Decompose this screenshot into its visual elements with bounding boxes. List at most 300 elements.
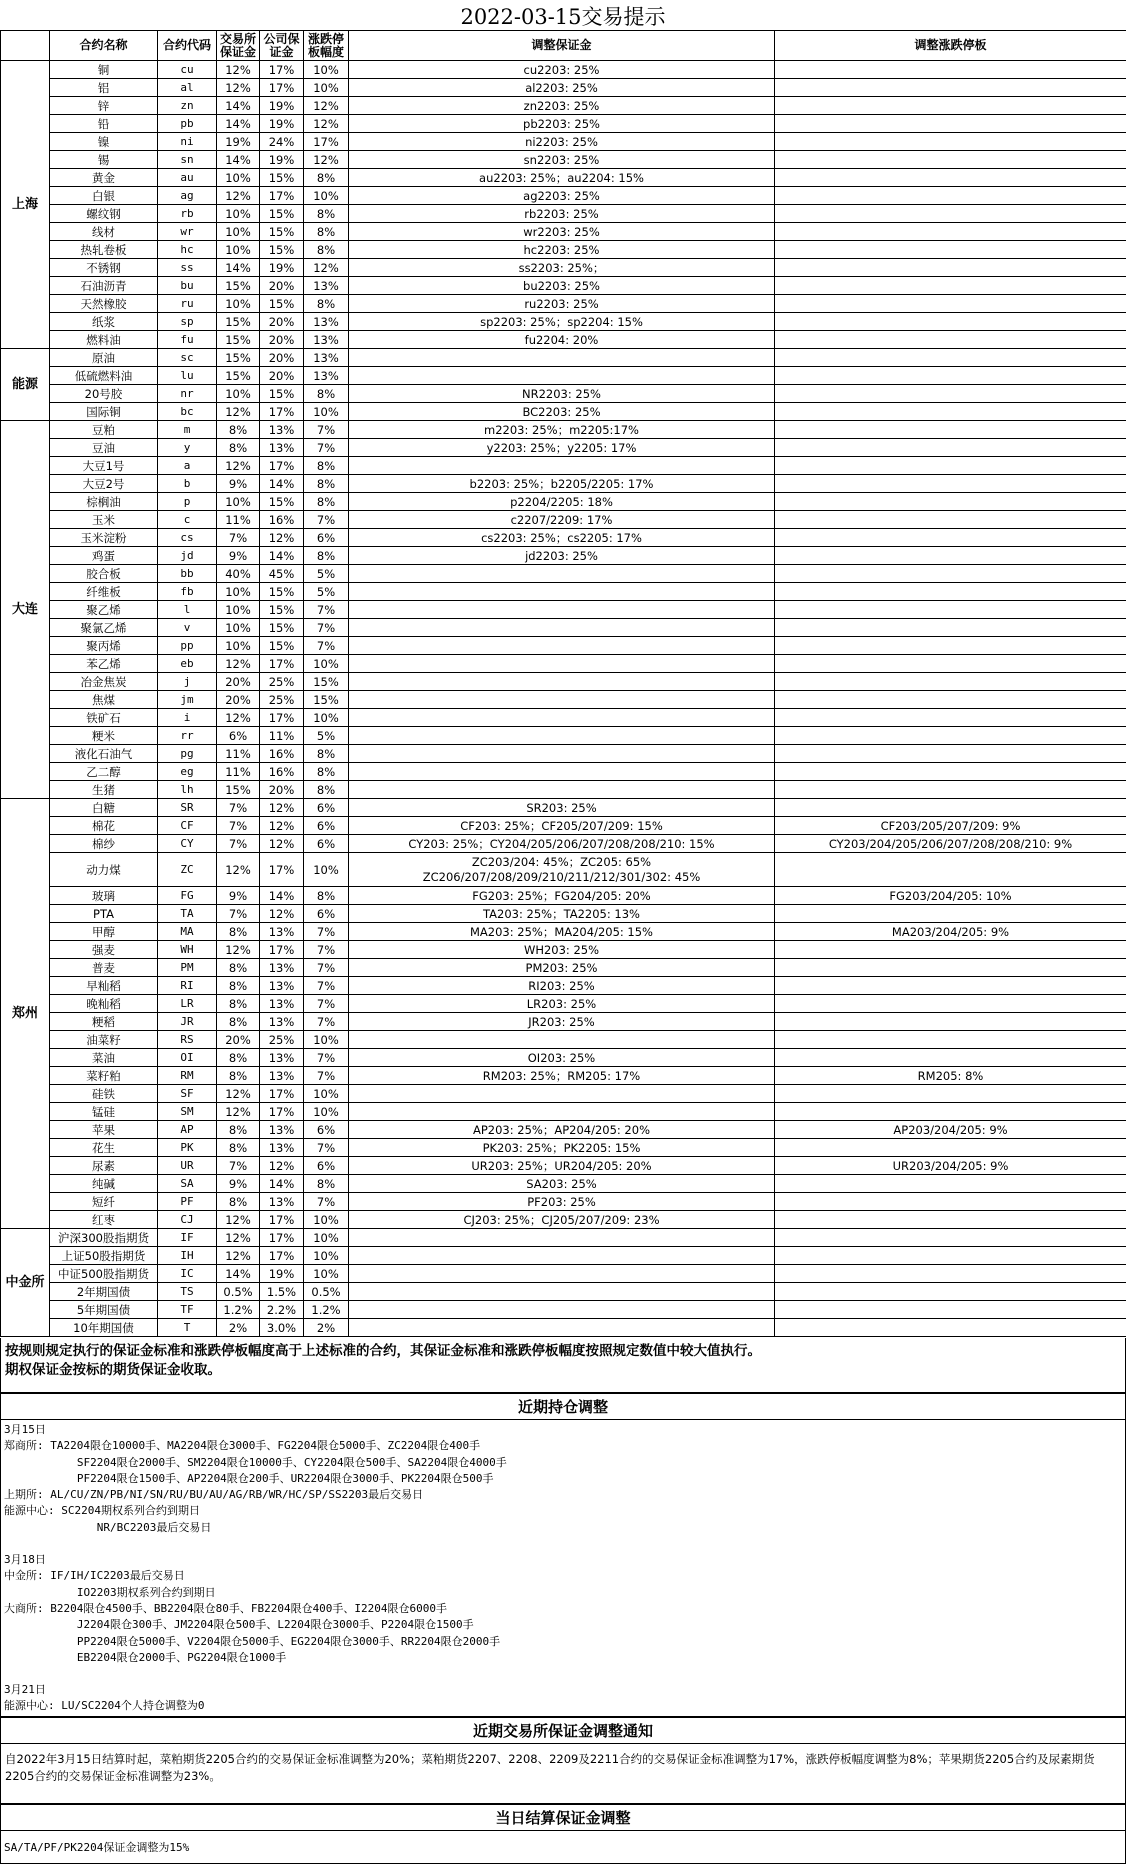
adjusted-margin [349,781,775,799]
table-row [1,1085,1126,1103]
exchange-margin: 7% [217,1157,260,1175]
exchange-margin: 9% [217,1175,260,1193]
table-row [1,799,1126,817]
adjusted-margin [349,691,775,709]
adjusted-margin: ni2203: 25% [349,133,775,151]
contract-code: wr [158,223,217,241]
adjusted-margin [349,1283,775,1301]
adjusted-margin-line-1: ZC203/204: 45%；ZC205: 65% [471,854,652,869]
table-row [1,259,1126,277]
company-margin: 14% [260,887,304,905]
exchange-margin: 12% [217,853,260,887]
adjusted-margin [349,583,775,601]
table-row [1,277,1126,295]
position-line [4,1536,1122,1552]
table-row [1,115,1126,133]
contract-name: 棕榈油 [50,493,158,511]
contract-code: SM [158,1103,217,1121]
table-row [1,923,1126,941]
adjusted-limit [775,977,1126,995]
contract-name: 甲醇 [50,923,158,941]
contract-name: 铜 [50,61,158,79]
adjusted-margin [349,565,775,583]
contract-name: 锌 [50,97,158,115]
company-margin: 15% [260,601,304,619]
adjusted-limit [775,133,1126,151]
adjusted-margin [349,1319,775,1337]
position-line: J2204限仓300手、JM2204限仓500手、L2204限仓3000手、P2204限仓1500手 [4,1618,474,1632]
adjusted-limit [775,403,1126,421]
contract-code: pb [158,115,217,133]
rule-note [0,1338,1126,1393]
price-limit: 12% [304,115,349,133]
table-row [1,187,1126,205]
position-line: EB2204限仓2000手、PG2204限仓1000手 [4,1650,287,1664]
price-limit: 7% [304,439,349,457]
price-limit: 8% [304,745,349,763]
position-adjust-body [0,1420,1126,1717]
table-row [1,995,1126,1013]
adjusted-margin [349,655,775,673]
company-margin: 24% [260,133,304,151]
company-margin: 17% [260,853,304,887]
exchange-margin: 20% [217,673,260,691]
exchange-margin: 8% [217,959,260,977]
company-margin: 13% [260,439,304,457]
adjusted-margin: p2204/2205: 18% [349,493,775,511]
contract-name: 10年期国债 [50,1319,158,1337]
contract-name: 白糖 [50,799,158,817]
price-limit: 6% [304,529,349,547]
price-limit: 6% [304,817,349,835]
contract-code: eb [158,655,217,673]
adjusted-limit [775,619,1126,637]
exchange-margin: 8% [217,1193,260,1211]
contract-name: 锰硅 [50,1103,158,1121]
adjusted-limit: UR203/204/205: 9% [775,1157,1126,1175]
adjusted-margin [349,349,775,367]
contract-name: 花生 [50,1139,158,1157]
position-line: 3月21日 [4,1683,46,1697]
company-margin: 13% [260,977,304,995]
adjusted-margin: JR203: 25% [349,1013,775,1031]
adjusted-margin: CF203: 25%；CF205/207/209: 15% [349,817,775,835]
exchange-margin: 11% [217,763,260,781]
price-limit: 8% [304,223,349,241]
adjusted-limit [775,1175,1126,1193]
contract-code: JR [158,1013,217,1031]
adjusted-margin: TA203: 25%；TA2205: 13% [349,905,775,923]
company-margin: 1.5% [260,1283,304,1301]
settlement-text: SA/TA/PF/PK2204保证金调整为15% [0,1831,1126,1864]
table-row [1,349,1126,367]
contract-code: sn [158,151,217,169]
table-row [1,1013,1126,1031]
company-margin: 20% [260,367,304,385]
exchange-name: 大连 [1,421,50,799]
company-margin: 16% [260,745,304,763]
price-limit: 7% [304,1067,349,1085]
contract-name: 2年期国债 [50,1283,158,1301]
price-limit: 13% [304,367,349,385]
position-line: 3月18日 [4,1553,46,1567]
price-limit: 6% [304,799,349,817]
contract-code: fb [158,583,217,601]
adjusted-limit [775,367,1126,385]
exchange-margin: 12% [217,403,260,421]
contract-name: 天然橡胶 [50,295,158,313]
header-limit: 涨跌停板幅度 [304,31,349,61]
contract-name: 乙二醇 [50,763,158,781]
price-limit: 6% [304,835,349,853]
contract-code: sp [158,313,217,331]
table-row [1,745,1126,763]
price-limit: 13% [304,331,349,349]
adjusted-margin [349,1103,775,1121]
contract-code: SA [158,1175,217,1193]
table-row [1,511,1126,529]
adjusted-margin [349,1301,775,1319]
table-row [1,1193,1126,1211]
contract-code: TA [158,905,217,923]
table-row [1,475,1126,493]
exchange-margin: 12% [217,941,260,959]
adjusted-margin: rb2203: 25% [349,205,775,223]
exchange-margin: 19% [217,133,260,151]
company-margin: 20% [260,331,304,349]
contract-code: CJ [158,1211,217,1229]
company-margin: 17% [260,709,304,727]
company-margin: 15% [260,295,304,313]
price-limit: 7% [304,1193,349,1211]
table-row [1,151,1126,169]
company-margin: 25% [260,673,304,691]
table-row [1,457,1126,475]
exchange-margin: 14% [217,115,260,133]
exchange-margin: 11% [217,511,260,529]
adjusted-limit: MA203/204/205: 9% [775,923,1126,941]
contract-code: PM [158,959,217,977]
adjusted-limit [775,259,1126,277]
table-row [1,1139,1126,1157]
adjusted-limit [775,187,1126,205]
adjusted-limit [775,995,1126,1013]
adjusted-limit [775,313,1126,331]
adjusted-limit [775,1193,1126,1211]
price-limit: 13% [304,313,349,331]
price-limit: 0.5% [304,1283,349,1301]
table-row [1,1301,1126,1319]
price-limit: 5% [304,583,349,601]
contract-name: 铅 [50,115,158,133]
adjusted-margin [349,1247,775,1265]
position-line: PP2204限仓5000手、V2204限仓5000手、EG2204限仓3000手、RR2204限仓2000手 [4,1634,501,1648]
price-limit: 7% [304,421,349,439]
adjusted-limit [775,1085,1126,1103]
contract-code: b [158,475,217,493]
position-line: 郑商所: TA2204限仓10000手、MA2204限仓3000手、FG2204限仓5000手、ZC2204限仓400手 [4,1439,481,1453]
adjusted-limit [775,421,1126,439]
adjusted-limit [775,1031,1126,1049]
table-row [1,1049,1126,1067]
adjusted-margin [349,457,775,475]
exchange-margin: 2% [217,1319,260,1337]
company-margin: 13% [260,1121,304,1139]
page-title: 2022-03-15交易提示 [460,5,666,29]
company-margin: 14% [260,475,304,493]
company-margin: 17% [260,1085,304,1103]
contract-name: PTA [50,905,158,923]
adjusted-margin: ag2203: 25% [349,187,775,205]
header-code: 合约代码 [158,31,217,61]
adjusted-margin [349,1229,775,1247]
contract-code: SF [158,1085,217,1103]
exchange-margin: 15% [217,331,260,349]
company-margin: 15% [260,619,304,637]
adjusted-limit [775,511,1126,529]
contract-name: 纤维板 [50,583,158,601]
adjusted-margin: ss2203: 25%； [349,259,775,277]
exchange-name: 上海 [1,61,50,349]
table-row [1,1031,1126,1049]
exchange-margin: 8% [217,1013,260,1031]
position-line [4,1666,1122,1682]
contract-code: ru [158,295,217,313]
exchange-margin: 14% [217,97,260,115]
price-limit: 8% [304,763,349,781]
adjusted-margin: zn2203: 25% [349,97,775,115]
price-limit: 7% [304,995,349,1013]
adjusted-margin: ru2203: 25% [349,295,775,313]
company-margin: 25% [260,691,304,709]
contract-name: 早籼稻 [50,977,158,995]
table-row [1,169,1126,187]
exchange-margin: 6% [217,727,260,745]
price-limit: 8% [304,493,349,511]
price-limit: 10% [304,1085,349,1103]
adjusted-margin [349,619,775,637]
exchange-margin: 10% [217,385,260,403]
adjusted-limit [775,1319,1126,1337]
company-margin: 15% [260,205,304,223]
table-row [1,959,1126,977]
company-margin: 13% [260,959,304,977]
contract-name: 黄金 [50,169,158,187]
company-margin: 17% [260,79,304,97]
contract-code: bc [158,403,217,421]
price-limit: 8% [304,781,349,799]
price-limit: 8% [304,457,349,475]
exchange-margin: 8% [217,421,260,439]
company-margin: 19% [260,151,304,169]
adjusted-limit: RM205: 8% [775,1067,1126,1085]
price-limit: 7% [304,1139,349,1157]
margin-table [0,30,1126,1337]
exchange-margin: 12% [217,457,260,475]
adjusted-margin: MA203: 25%；MA204/205: 15% [349,923,775,941]
price-limit: 5% [304,565,349,583]
adjusted-limit [775,959,1126,977]
adjusted-limit [775,1229,1126,1247]
adjusted-limit [775,1211,1126,1229]
adjusted-limit [775,115,1126,133]
adjusted-margin: m2203: 25%；m2205:17% [349,421,775,439]
exchange-margin: 20% [217,691,260,709]
contract-code: lh [158,781,217,799]
position-line: PF2204限仓1500手、AP2204限仓200手、UR2204限仓3000手、PK2204限仓500手 [4,1471,494,1485]
position-line: NR/BC2203最后交易日 [4,1520,212,1534]
contract-code: TF [158,1301,217,1319]
adjusted-limit [775,691,1126,709]
position-line: 3月15日 [4,1423,46,1436]
contract-code: pp [158,637,217,655]
exchange-margin: 10% [217,205,260,223]
price-limit: 10% [304,853,349,887]
adjusted-limit [775,1247,1126,1265]
adjusted-margin: PF203: 25% [349,1193,775,1211]
company-margin: 19% [260,97,304,115]
price-limit: 8% [304,547,349,565]
adjusted-margin: b2203: 25%；b2205/2205: 17% [349,475,775,493]
price-limit: 8% [304,475,349,493]
adjusted-margin: BC2203: 25% [349,403,775,421]
header-adj-limit: 调整涨跌停板 [775,31,1126,61]
contract-name: 不锈钢 [50,259,158,277]
adjusted-limit [775,493,1126,511]
exchange-margin: 10% [217,601,260,619]
price-limit: 10% [304,1265,349,1283]
company-margin: 25% [260,1031,304,1049]
price-limit: 10% [304,187,349,205]
adjusted-limit [775,79,1126,97]
price-limit: 10% [304,655,349,673]
company-margin: 20% [260,313,304,331]
exchange-margin: 8% [217,1139,260,1157]
contract-name: 热轧卷板 [50,241,158,259]
company-margin: 17% [260,187,304,205]
adjusted-margin: sn2203: 25% [349,151,775,169]
price-limit: 1.2% [304,1301,349,1319]
adjusted-margin: cs2203: 25%；cs2205: 17% [349,529,775,547]
table-row [1,781,1126,799]
exchange-margin: 12% [217,655,260,673]
contract-name: 白银 [50,187,158,205]
contract-name: 线材 [50,223,158,241]
rule-note-line-1: 按规则规定执行的保证金标准和涨跌停板幅度高于上述标准的合约，其保证金标准和涨跌停板幅度按照规定数值中较大值执行。 [5,1343,761,1359]
adjusted-limit [775,565,1126,583]
adjusted-limit [775,385,1126,403]
header-adj-margin: 调整保证金 [349,31,775,61]
exchange-margin: 8% [217,977,260,995]
table-row [1,331,1126,349]
contract-code: OI [158,1049,217,1067]
contract-code: rr [158,727,217,745]
company-margin: 12% [260,817,304,835]
contract-name: 焦煤 [50,691,158,709]
contract-code: SR [158,799,217,817]
adjusted-limit: CF203/205/207/209: 9% [775,817,1126,835]
exchange-margin: 14% [217,1265,260,1283]
company-margin: 13% [260,1013,304,1031]
position-line: 大商所: B2204限仓4500手、BB2204限仓80手、FB2204限仓400手、I2204限仓6000手 [4,1601,448,1615]
contract-name: 鸡蛋 [50,547,158,565]
header-co-margin: 公司保证金 [260,31,304,61]
exchange-margin: 7% [217,905,260,923]
company-margin: 19% [260,1265,304,1283]
adjusted-limit [775,905,1126,923]
adjusted-margin: AP203: 25%；AP204/205: 20% [349,1121,775,1139]
adjusted-limit [775,169,1126,187]
company-margin: 3.0% [260,1319,304,1337]
contract-name: 石油沥青 [50,277,158,295]
contract-name: 尿素 [50,1157,158,1175]
exchange-margin: 9% [217,887,260,905]
contract-code: cu [158,61,217,79]
contract-code: PK [158,1139,217,1157]
exchange-name: 能源 [1,349,50,421]
price-limit: 17% [304,133,349,151]
exchange-margin: 12% [217,61,260,79]
adjusted-margin: OI203: 25% [349,1049,775,1067]
contract-code: al [158,79,217,97]
price-limit: 7% [304,959,349,977]
contract-name: 大豆2号 [50,475,158,493]
price-limit: 13% [304,349,349,367]
adjusted-margin: c2207/2209: 17% [349,511,775,529]
adjusted-margin [349,709,775,727]
contract-code: AP [158,1121,217,1139]
table-header [1,31,1126,61]
adjusted-limit [775,799,1126,817]
table-row [1,133,1126,151]
contract-name: 菜籽粕 [50,1067,158,1085]
company-margin: 17% [260,61,304,79]
table-row [1,547,1126,565]
adjusted-limit [775,941,1126,959]
adjusted-limit [775,853,1126,887]
contract-name: 苯乙烯 [50,655,158,673]
header-ex-margin: 交易所保证金 [217,31,260,61]
adjusted-margin: SR203: 25% [349,799,775,817]
table-row [1,1319,1126,1337]
exchange-margin: 14% [217,151,260,169]
table-row [1,97,1126,115]
contract-code: ss [158,259,217,277]
adjusted-margin: FG203: 25%；FG204/205: 20% [349,887,775,905]
table-row [1,403,1126,421]
table-row [1,1103,1126,1121]
position-line: IO2203期权系列合约到期日 [4,1585,216,1599]
contract-code: fu [158,331,217,349]
adjusted-limit [775,241,1126,259]
price-limit: 10% [304,1103,349,1121]
adjusted-margin: PM203: 25% [349,959,775,977]
adjusted-limit [775,151,1126,169]
price-limit: 7% [304,941,349,959]
price-limit: 7% [304,601,349,619]
contract-name: 玉米 [50,511,158,529]
table-row [1,727,1126,745]
adjusted-margin [349,763,775,781]
adjusted-limit [775,745,1126,763]
price-limit: 10% [304,403,349,421]
adjusted-limit [775,475,1126,493]
exchange-margin: 12% [217,187,260,205]
exchange-margin: 14% [217,259,260,277]
company-margin: 12% [260,835,304,853]
exchange-margin: 15% [217,367,260,385]
company-margin: 13% [260,1193,304,1211]
